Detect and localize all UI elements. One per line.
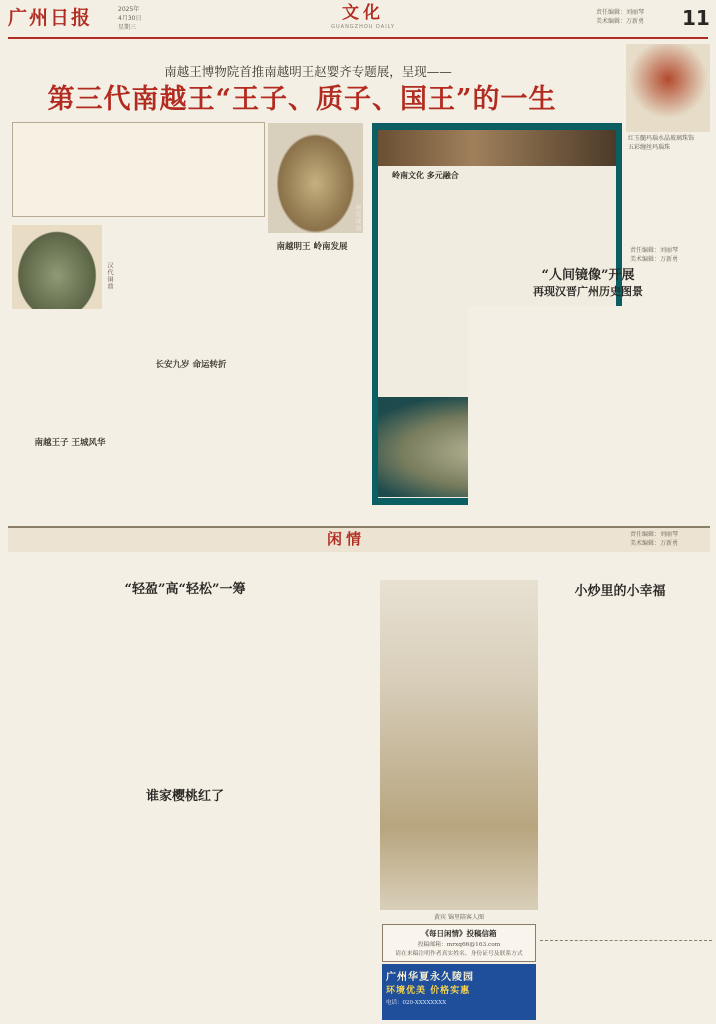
page-credits: [596, 8, 676, 30]
date-day: 4月30日: [118, 15, 142, 22]
lead-column-1: [12, 312, 128, 432]
mirror-exhibit-text: [468, 306, 708, 518]
submission-email: 投稿邮箱：mrxq66@163.com: [417, 942, 501, 948]
essay-title-stirfry: 小炒里的小幸福: [574, 584, 666, 599]
ad-slogan: 环境优美 价格实惠: [386, 986, 471, 996]
lead-kicker: 南越王博物院首推南越明王赵婴齐专题展，呈现——: [164, 64, 452, 79]
short-essay-text: [540, 941, 712, 945]
exhibit-photo: [268, 123, 363, 233]
ding-caption: 汉代铜鼎: [106, 262, 113, 290]
masthead-divider: [8, 37, 708, 39]
date-weekday: 星期三: [118, 24, 137, 31]
lead-column-2: [132, 225, 250, 520]
right-editor-credit: 责任编辑：刘丽琴: [630, 247, 679, 254]
submission-title: 《每日闲情》投稿信箱: [421, 929, 497, 938]
leisure-proof-credit: 美术编辑：万新勇: [630, 539, 679, 547]
editor-credit: 责任编辑：刘丽琴: [596, 9, 645, 16]
bronze-ding-photo: [12, 225, 102, 309]
necklace-caption: 红玉髓玛瑙水晶玻璃珠饰 五彩缠丝玛瑙珠: [628, 135, 695, 151]
painting-caption: 黄宾 锦里陪客人图: [434, 914, 484, 921]
bead-necklace-photo: [626, 44, 710, 132]
leisure-section-title: 闲情: [327, 530, 366, 548]
submission-box: [382, 924, 536, 962]
cemetery-advertisement[interactable]: [382, 964, 536, 1020]
lead-subhead-1: 南越王子 王城风华: [34, 438, 106, 448]
section-subtitle: GUANGZHOU DAILY: [331, 24, 395, 30]
mirror-exhibit-title: “人间镜像”开展: [541, 268, 635, 283]
mirror-exhibit-subtitle: 再现汉晋广州历史图景: [533, 285, 643, 298]
section-title: 文化: [342, 3, 384, 23]
exhibit-sidebar-title: 岭南文化 多元融合: [392, 170, 459, 180]
page-number: 11: [682, 6, 710, 30]
date-year: 2025年: [118, 6, 140, 13]
leisure-editor-credit: 责任编辑：刘丽琴: [630, 531, 679, 538]
essay-cherry-text: [12, 808, 374, 1020]
lead-subhead-2: 长安九岁 命运转折: [132, 358, 250, 370]
lead-column-3: [254, 256, 370, 520]
essay-title-cherry: 谁家樱桃红了: [145, 789, 224, 804]
proof-credit: 美术编辑：万新勇: [596, 18, 645, 25]
lead-summary-box: [12, 122, 265, 217]
essay-light-text: [12, 602, 374, 782]
exhibit-banner-image: [378, 130, 616, 166]
lead-column-1b: [12, 452, 128, 520]
lead-headline: 第三代南越王“王子、质子、国王”的一生: [47, 84, 557, 115]
newspaper-logo: 广州日报: [8, 7, 93, 29]
essay-stirfry-text: [542, 604, 710, 936]
pot-caption: 展览现场: [354, 204, 361, 232]
issue-date: [118, 5, 188, 33]
leisure-credits: [630, 531, 710, 549]
lead-subhead-3: 南越明王 岭南发展: [276, 242, 348, 252]
ink-painting-illustration: [380, 580, 538, 910]
right-proof-credit: 美术编辑：万新勇: [630, 256, 679, 263]
ad-title: 广州华夏永久陵园: [386, 972, 474, 983]
essay-title-light: “轻盈”高“轻松”一筹: [124, 582, 246, 597]
ad-phone: 电话：020-XXXXXXXX: [386, 1000, 447, 1006]
submission-note: 请在来稿注明作者真实姓名、身份证号及联系方式: [395, 951, 523, 957]
short-essay-box: [540, 940, 712, 1022]
